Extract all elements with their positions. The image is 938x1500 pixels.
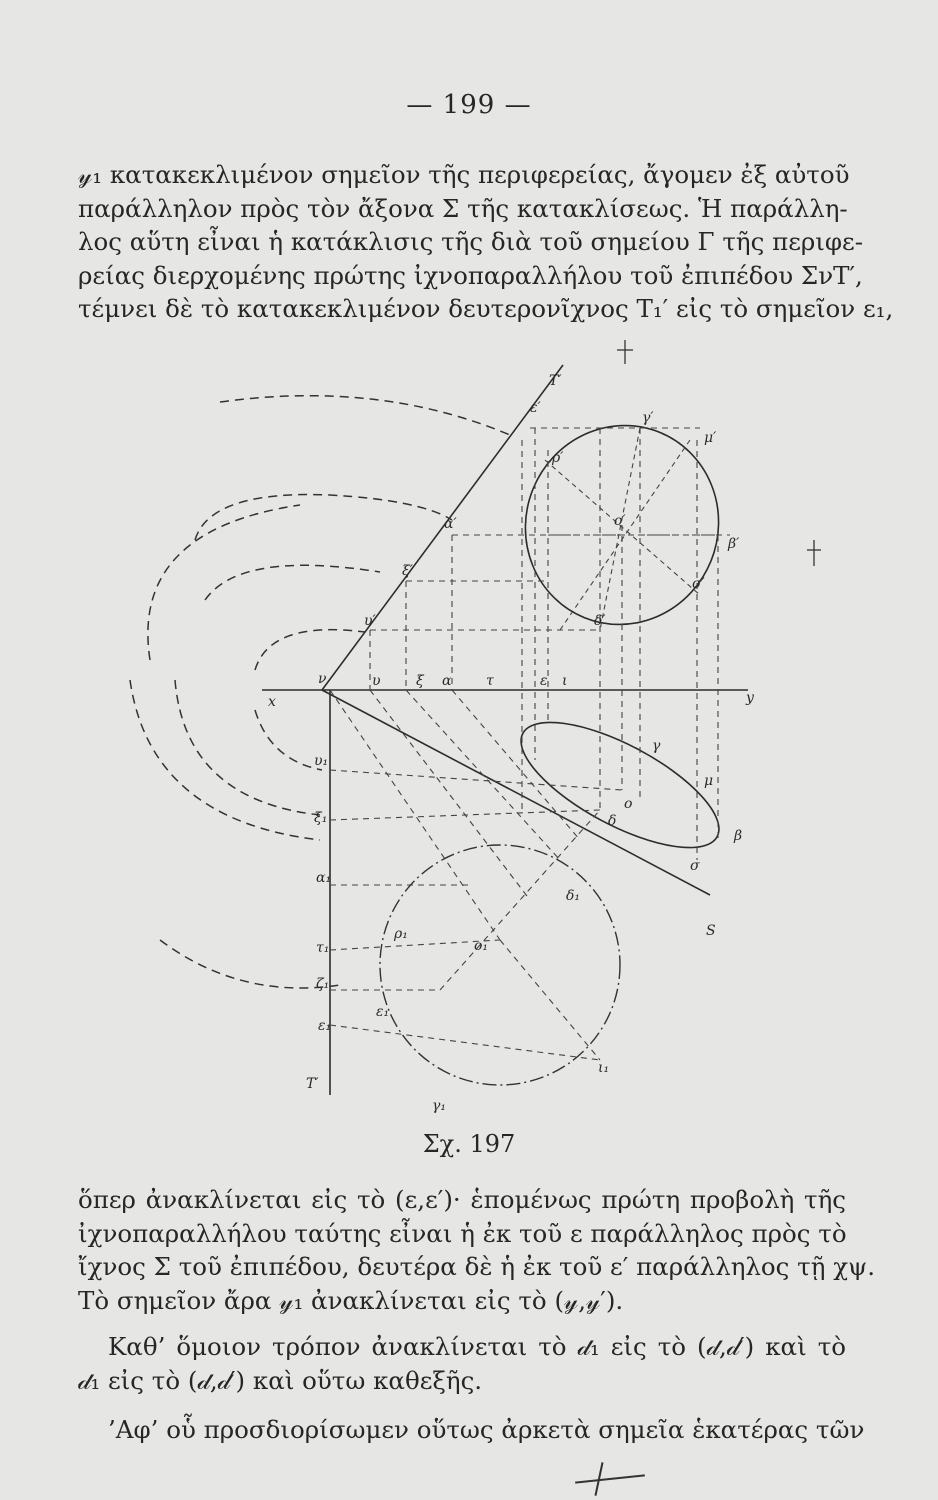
label-sigma-prime: σ′ — [692, 576, 705, 592]
text-line: ’Αφ’ οὗ προσδιορίσωμεν οὕτως ἀρκετὰ σημεῖα ἑκατέρας τῶν — [108, 1415, 865, 1444]
label-sigma: σ — [690, 858, 700, 874]
paragraph-third — [78, 1413, 865, 1447]
trace-s-line — [322, 690, 710, 895]
text-line: ἴχνος Σ τοῦ ἐπιπέδου, δευτέρα δὲ ἡ ἐκ τοῦ ε′ παράλληλος τῇ χψ. — [78, 1252, 876, 1281]
dashed-arc-3 — [148, 505, 300, 660]
text-line: παράλληλον πρὸς τὸν ἄξονα Σ τῆς κατακλίσεως. Ἡ παράλλη- — [78, 193, 848, 223]
label-iota-1: ι₁ — [598, 1060, 610, 1076]
text-line: Τὸ σημεῖον ἄρα 𝓎₁ ἀνακλίνεται εἰς τὸ (𝓎,𝓎′). — [78, 1285, 624, 1315]
text-line: ὅπερ ἀνακλίνεται εἰς τὸ (ε,ε′)· ἑπομένως πρώτη προβολὴ τῆς — [78, 1185, 846, 1214]
label-tau: τ — [486, 673, 494, 689]
label-mu-prime: μ′ — [704, 430, 717, 446]
label-gamma-1: γ₁ — [432, 1098, 446, 1114]
label-xi-1: ξ₁ — [314, 810, 328, 826]
dashed-arc-2 — [195, 495, 452, 540]
text-line: Καθ’ ὅμοιον τρόπον ἀνακλίνεται τὸ 𝒹₁ εἰς τὸ (𝒹,𝒹′) καὶ τὸ — [108, 1332, 846, 1361]
text-line: ἰχνοπαραλλήλου ταύτης εἶναι ἡ ἐκ τοῦ ε παράλληλος πρὸς τὸ — [78, 1218, 847, 1248]
paragraph-top — [78, 158, 894, 326]
label-zeta-1: ζ₁ — [316, 976, 330, 992]
label-o: ο — [624, 796, 633, 812]
label-rho-prime: ρ′ — [552, 450, 564, 466]
label-delta-prime: δ′ — [594, 613, 606, 629]
label-x: x — [268, 694, 276, 710]
label-epsilon: ε — [540, 673, 548, 689]
label-xi: ξ — [416, 673, 424, 689]
label-mu: μ — [704, 773, 714, 789]
label-alpha-prime: α′ — [444, 516, 457, 532]
label-alpha-1: α₁ — [316, 870, 332, 886]
label-o-1: ο₁ — [474, 938, 489, 954]
dashed-arc-7 — [175, 680, 320, 815]
dashed-arc-6 — [130, 680, 320, 840]
lower-ellipse — [504, 698, 736, 872]
paragraph-bottom — [78, 1183, 876, 1317]
label-beta-prime: β′ — [728, 536, 740, 552]
label-upsilon: υ — [372, 673, 381, 689]
label-t-prime-top: T′ — [549, 373, 562, 389]
paragraph-second — [78, 1330, 846, 1397]
dashed-arc-8 — [255, 710, 322, 770]
label-epsilon-prime: ε′ — [530, 400, 541, 416]
dashed-arc-9 — [160, 940, 340, 988]
figure-caption: Σχ. 197 — [422, 1130, 516, 1158]
label-rho-1: ρ₁ — [394, 926, 408, 942]
dashed-arc-4 — [205, 565, 380, 600]
label-gamma-prime: γ′ — [642, 410, 654, 426]
label-epsilon-1b: ε₁ — [376, 1004, 390, 1020]
label-epsilon-1: ε₁ — [318, 1018, 332, 1034]
figure-drawing — [0, 340, 938, 1130]
label-beta: β — [734, 828, 743, 844]
label-o-prime: ο′ — [614, 513, 626, 529]
text-line: ρείας διερχομένης πρώτης ἰχνοπαραλλήλου τοῦ ἐπιπέδου ΣνΤ′, — [78, 260, 863, 290]
text-line: 𝓎₁ κατακεκλιμένον σημεῖον τῆς περιφερείας, ἄγομεν ἐξ αὐτοῦ — [78, 160, 850, 189]
label-y: y — [746, 690, 754, 706]
dashed-arc-1 — [220, 396, 510, 435]
label-iota: ι — [562, 673, 568, 689]
text-line: τέμνει δὲ τὸ κατακεκλιμένον δευτερονῖχνος Τ₁′ εἰς τὸ σημεῖον ε₁, — [78, 294, 894, 323]
label-tau-1: τ₁ — [316, 940, 330, 956]
text-line: 𝒹₁ εἰς τὸ (𝒹,𝒹′) καὶ οὕτω καθεξῆς. — [78, 1365, 483, 1395]
trace-t-prime-line — [322, 365, 563, 690]
label-delta-1: δ₁ — [566, 888, 581, 904]
label-gamma: γ — [652, 738, 661, 754]
label-nu: ν — [318, 671, 327, 687]
label-upsilon-1: υ₁ — [314, 753, 329, 769]
label-upsilon-prime: υ′ — [364, 613, 376, 629]
geometry-figure — [0, 340, 938, 1130]
lower-circle — [380, 845, 620, 1085]
label-alpha: α — [442, 673, 452, 689]
label-delta: δ — [608, 813, 617, 829]
label-s: S — [706, 923, 716, 939]
footer-pen-mark — [575, 1474, 645, 1483]
text-line: λος αὕτη εἶναι ἡ κατάκλισις τῆς διὰ τοῦ σημείου Γ τῆς περιφε- — [78, 227, 864, 256]
label-t-prime-bottom: T′ — [306, 1076, 319, 1092]
page-number: — 199 — — [406, 90, 532, 120]
label-xi-prime: ξ′ — [402, 563, 413, 579]
dashed-arc-5 — [255, 630, 365, 670]
